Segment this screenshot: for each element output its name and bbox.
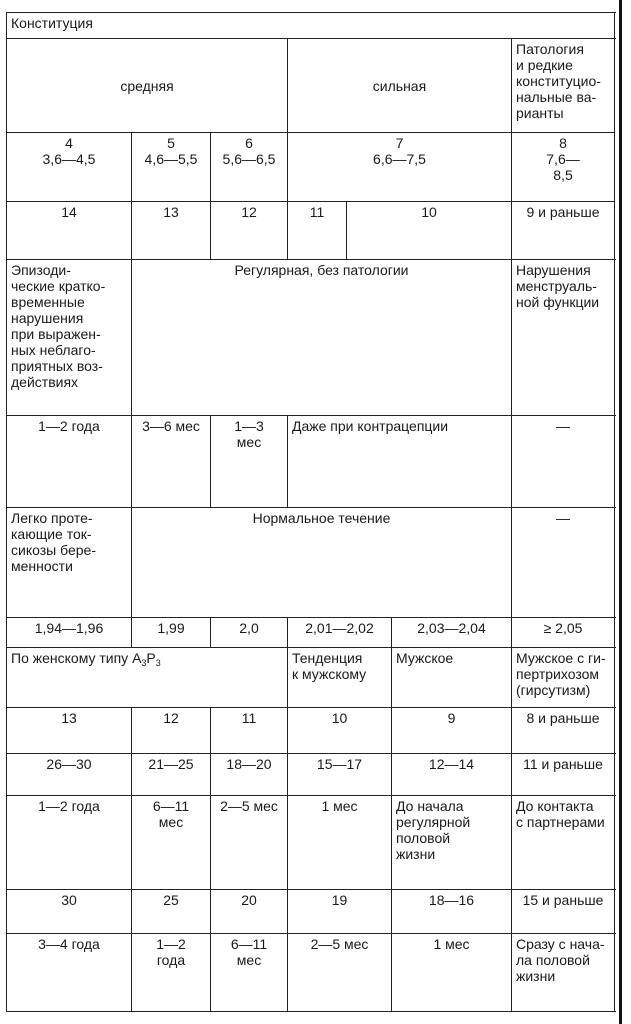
cell: 11: [288, 202, 347, 260]
cell: 20: [211, 890, 288, 934]
text: По женскому типу А: [11, 650, 142, 666]
cell: 2—5 мес: [288, 934, 392, 1012]
cell-range-8: 8 7,6— 8,5: [512, 133, 615, 202]
row-8: [7, 618, 615, 648]
cell: 3—4 года: [7, 934, 132, 1012]
cell: Мужское с ги- пертрихозом (гирсутизм): [512, 648, 615, 708]
cell: 1—2 года: [132, 934, 211, 1012]
cell: 6—11 мес: [211, 934, 288, 1012]
cell: 13: [132, 202, 211, 260]
cell: 8 и раньше: [512, 708, 615, 754]
cell: —: [512, 416, 615, 508]
cell-strong: сильная: [288, 39, 512, 133]
cell: Регулярная, без патологии: [132, 260, 512, 416]
cell-range-7: 7 6,6—7,5: [288, 133, 512, 202]
cell: До начала регулярной половой жизни: [392, 796, 512, 890]
cell: 6—11 мес: [132, 796, 211, 890]
cell: Мужское: [392, 648, 512, 708]
cell: 9: [392, 708, 512, 754]
cell: 2,01—2,02: [288, 618, 392, 648]
row-9: [7, 648, 615, 708]
cell: 2—5 мес: [211, 796, 288, 890]
cell: Сразу с нача- ла половой жизни: [512, 934, 615, 1012]
row-5: [7, 260, 615, 416]
page-edge: [619, 0, 622, 1024]
cell: 18—16: [392, 890, 512, 934]
cell: 1 мес: [392, 934, 512, 1012]
row-14: [7, 934, 615, 1012]
text: Р: [146, 650, 156, 666]
cell-range-4: 4 3,6—4,5: [7, 133, 132, 202]
cell: 18—20: [211, 754, 288, 796]
cell-pathology: Патология и редкие конституцио- нальные ва- рианты: [512, 39, 615, 133]
cell: 1—3 мес: [211, 416, 288, 508]
cell: 21—25: [132, 754, 211, 796]
cell: 9 и раньше: [512, 202, 615, 260]
cell: 15 и раньше: [512, 890, 615, 934]
cell: 13: [7, 708, 132, 754]
cell: 19: [288, 890, 392, 934]
row-7: [7, 508, 615, 618]
cell: 10: [288, 708, 392, 754]
row-12: [7, 796, 615, 890]
cell: 25: [132, 890, 211, 934]
cell: ≥ 2,05: [512, 618, 615, 648]
cell: 12: [211, 202, 288, 260]
row-13: [7, 890, 615, 934]
row-ranges: [7, 133, 615, 202]
row-categories: [7, 39, 615, 133]
cell: 3—6 мес: [132, 416, 211, 508]
cell: До контакта с партнерами: [512, 796, 615, 890]
cell: 30: [7, 890, 132, 934]
cell: 12: [132, 708, 211, 754]
cell: Нормальное течение: [132, 508, 512, 618]
cell: 11: [211, 708, 288, 754]
cell: Эпизоди- ческие кратко- временные нарушения при выражен- ных неблаго- приятных воз- действиях: [7, 260, 132, 416]
row-10: [7, 708, 615, 754]
cell: 1,99: [132, 618, 211, 648]
row-6: [7, 416, 615, 508]
row-4: [7, 202, 615, 260]
cell-range-6: 6 5,6—6,5: [211, 133, 288, 202]
cell: [7, 648, 288, 708]
cell: 26—30: [7, 754, 132, 796]
cell: 1—2 года: [7, 796, 132, 890]
cell: —: [512, 508, 615, 618]
cell: 15—17: [288, 754, 392, 796]
cell: 12—14: [392, 754, 512, 796]
cell: Даже при контрацепции: [288, 416, 512, 508]
cell: Тенденция к мужскому: [288, 648, 392, 708]
cell: 1 мес: [288, 796, 392, 890]
constitution-table: [6, 12, 615, 1012]
cell: 10: [347, 202, 512, 260]
cell: 2,0: [211, 618, 288, 648]
subscript: 3: [141, 658, 147, 668]
cell-medium: средняя: [7, 39, 288, 133]
cell: 1—2 года: [7, 416, 132, 508]
cell-constitution-label: Конституция: [7, 13, 615, 39]
cell: Легко проте- кающие ток- сикозы бере- менности: [7, 508, 132, 618]
cell: 1,94—1,96: [7, 618, 132, 648]
cell: 2,03—2,04: [392, 618, 512, 648]
cell: 11 и раньше: [512, 754, 615, 796]
subscript: 3: [155, 658, 161, 668]
row-11: [7, 754, 615, 796]
cell-range-5: 5 4,6—5,5: [132, 133, 211, 202]
cell: 14: [7, 202, 132, 260]
cell: Нарушения менструаль- ной функции: [512, 260, 615, 416]
row-constitution: [7, 13, 615, 39]
